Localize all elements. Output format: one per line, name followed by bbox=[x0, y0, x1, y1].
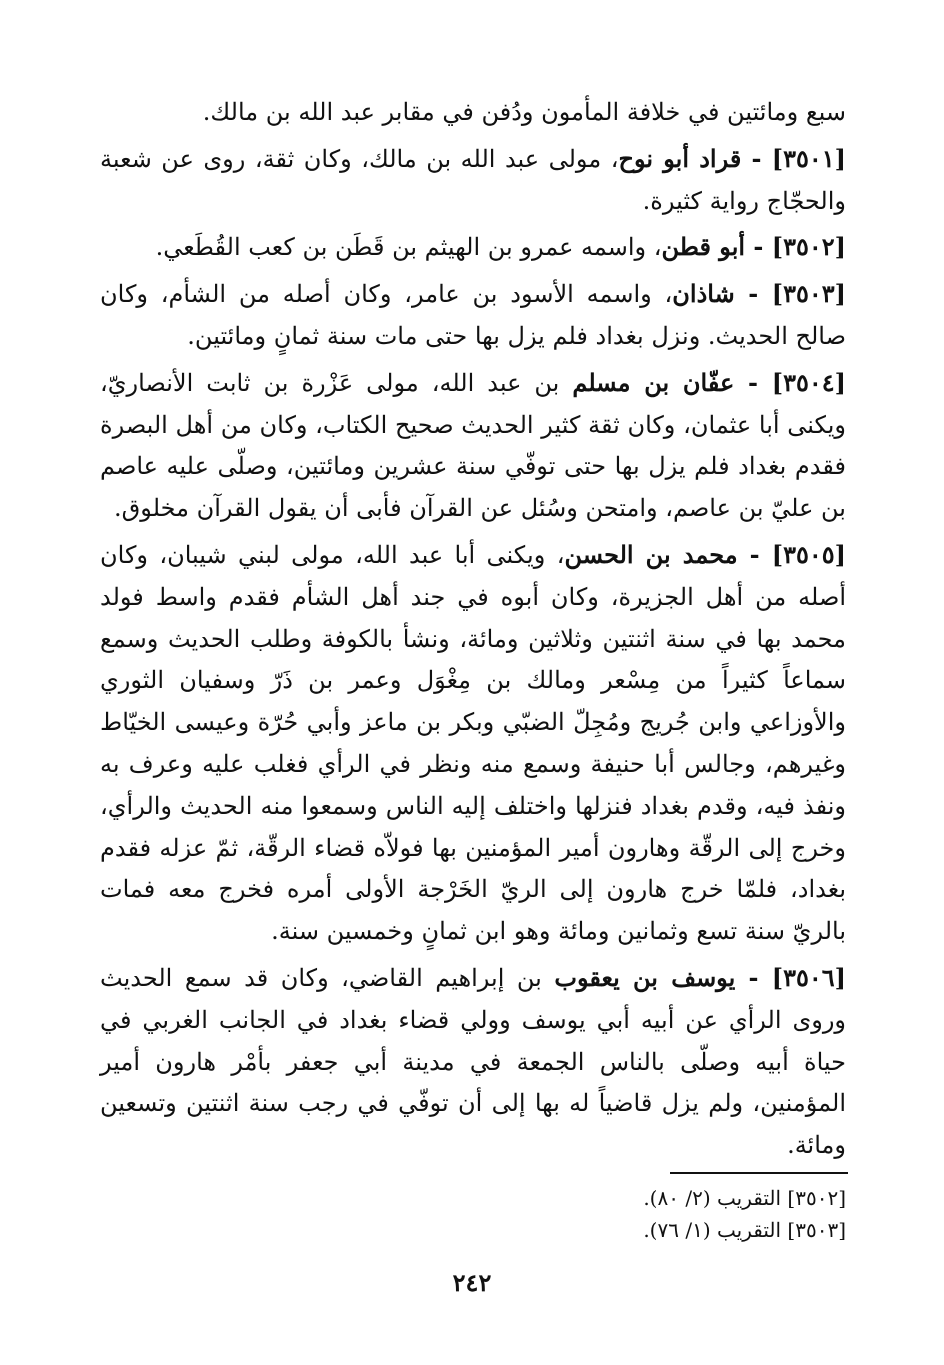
entry-3501 bbox=[100, 138, 846, 223]
footnote-3502: [٣٥٠٢] التقريب (٢/ ٨٠). bbox=[643, 1186, 846, 1210]
footnote-divider bbox=[670, 1172, 848, 1174]
entry-text: بن عبد الله، مولى عَزْرة بن ثابت الأنصاريّ، ويكنى أبا عثمان، وكان ثقة كثير الحديث صحيح الكتاب، وكان من أهل البصرة فقدم بغداد فلم يزل بها حتى توفّي سنة عشرين ومائتين، وصلّى عليه عاصم بن عليّ بن عاصم، وامتحن وسُئل عن القرآن فأبى أن يقول القرآن مخلوق. bbox=[100, 368, 846, 523]
entry-text: ، ويكنى أبا عبد الله، مولى لبني شيبان، وكان أصله من أهل الجزيرة، وكان أبوه في جند أهل الشأم فقدم واسط فولد محمد بها في سنة اثنتين وثلاثين ومائة، ونشأ بالكوفة وطلب الحديث وسمع سماعاً كثيراً من مِسْعر ومالك بن مِغْوَل وعمر بن ذَرّ وسفيان الثوري والأوزاعي وابن جُريج ومُجِلّ الضبّي وبكر بن ماعز وأبي حُرّة وعيسى الخيّاط وغيرهم، وجالس أبا حنيفة وسمع منه ونظر في الرأي فغلب عليه وعرف به ونفذ فيه، وقدم بغداد فنزلها واختلف إليه الناس وسمعوا منه الحديث والرأي، وخرج إلى الرقّة وهارون أمير المؤمنين بها فولاّه قضاء الرقّة، ثمّ عزله فقدم بغداد، فلمّا خرج هارون إلى الريّ الخَرْجة الأولى أمره فخرج معه فمات بالريّ سنة تسع وثمانين ومائة وهو ابن ثمانٍ وخمسين سنة. bbox=[100, 540, 846, 946]
entry-number: [٣٥٠٦] - bbox=[735, 962, 846, 992]
entry-name: أبو قطن bbox=[661, 232, 746, 262]
continuation-paragraph: سبع ومائتين في خلافة المأمون ودُفن في مقابر عبد الله بن مالك. bbox=[202, 98, 846, 126]
entry-name: يوسف بن يعقوب bbox=[554, 962, 736, 992]
entry-text: بن إبراهيم القاضي، وكان قد سمع الحديث وروى الرأي عن أبيه أبي يوسف وولي قضاء بغداد في الجانب الغربي في حياة أبيه وصلّى بالناس الجمعة في مدينة أبي جعفر بأمْر هارون أمير المؤمنين، ولم يزل قاضياً له بها إلى أن توفّي في رجب سنة اثنتين وتسعين ومائة. bbox=[100, 963, 846, 1160]
entry-3502 bbox=[100, 226, 846, 269]
entry-3504 bbox=[100, 362, 846, 530]
entry-number: [٣٥٠١] - bbox=[741, 143, 847, 173]
entry-name: محمد بن الحسن bbox=[564, 539, 738, 569]
entry-text: ، مولى عبد الله بن مالك، وكان ثقة، روى عن شعبة والحجّاج رواية كثيرة. bbox=[100, 144, 846, 215]
entry-number: [٣٥٠٢] - bbox=[745, 232, 846, 262]
entry-number: [٣٥٠٤] - bbox=[734, 367, 846, 397]
footnote-3503: [٣٥٠٣] التقريب (١/ ٧٦). bbox=[643, 1218, 846, 1242]
footnotes bbox=[400, 1182, 846, 1246]
entry-number: [٣٥٠٣] - bbox=[734, 279, 846, 309]
entry-text: ، واسمه عمرو بن الهيثم بن قَطَن بن كعب القُطَعي. bbox=[155, 233, 662, 262]
entry-name: عفّان بن مسلم bbox=[572, 367, 735, 397]
entry-3506 bbox=[100, 957, 846, 1167]
entry-3503 bbox=[100, 273, 846, 358]
entry-text: ، واسمه الأسود بن عامر، وكان أصله من الشأم، وكان صالح الحديث. ونزل بغداد فلم يزل بها حتى مات سنة ثمانٍ ومائتين. bbox=[100, 280, 846, 350]
page-number: ٢٤٢ bbox=[452, 1268, 492, 1297]
entry-name: شاذان bbox=[672, 279, 735, 309]
main-text bbox=[100, 92, 846, 1171]
entry-3505 bbox=[100, 534, 846, 953]
entry-name: قراد أبو نوح bbox=[618, 143, 742, 173]
entry-number: [٣٥٠٥] - bbox=[737, 539, 846, 569]
